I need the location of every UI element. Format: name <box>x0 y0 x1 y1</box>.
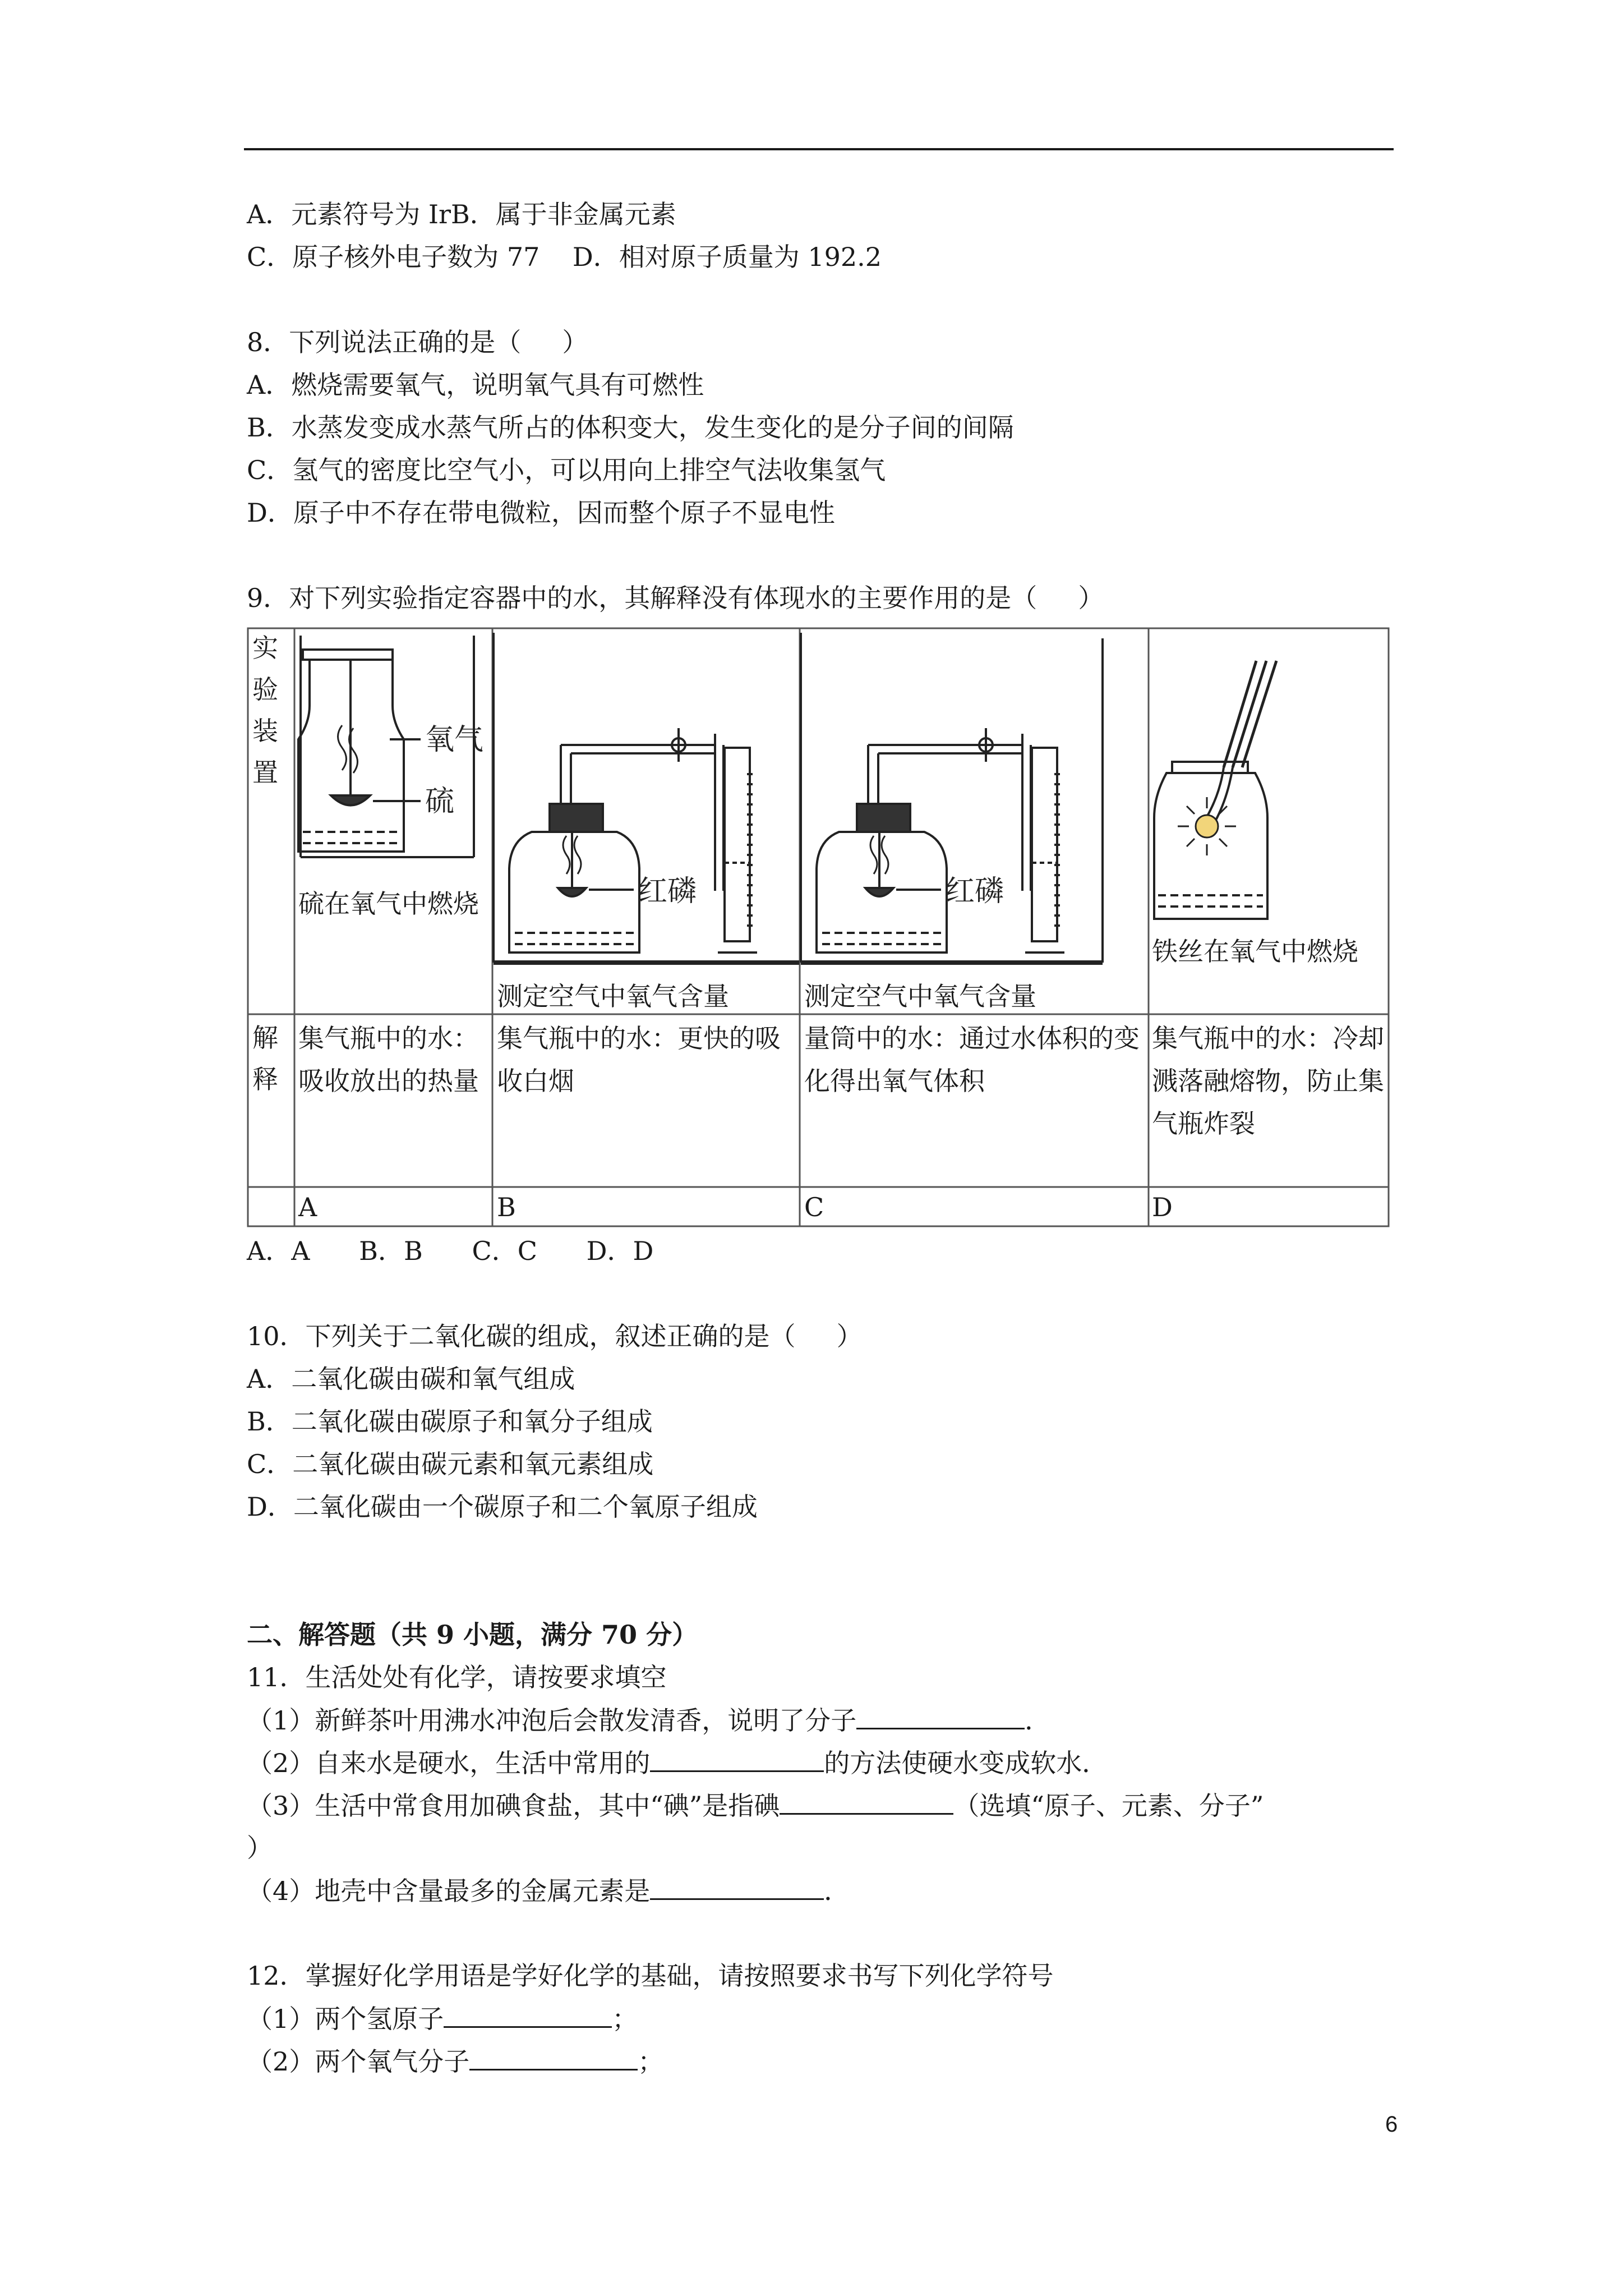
letter-a: A <box>298 1192 317 1222</box>
letter-b: B <box>497 1192 516 1222</box>
q9-stem: 9．对下列实验指定容器中的水，其解释没有体现水的主要作用的是（ ） <box>247 583 1104 613</box>
explain-b: 集气瓶中的水：更快的吸收白烟 <box>497 1023 781 1096</box>
q12-part-2 <box>247 2044 663 2078</box>
q11-answer-blank-2[interactable] <box>650 1746 824 1772</box>
q11-part-4-text: （4）地壳中含量最多的金属元素是 <box>247 1876 651 1906</box>
row-header-device: 实验装置 <box>252 633 278 788</box>
q12-stem: 12．掌握好化学用语是学好化学的基础，请按照要求书写下列化学符号 <box>247 1961 1054 1991</box>
oxygen-content-diagram-b <box>494 633 799 963</box>
q11-part-1-text: （1）新鲜茶叶用沸水冲泡后会散发清香，说明了分子 <box>247 1705 857 1736</box>
letter-d: D <box>1152 1192 1173 1222</box>
explain-d: 集气瓶中的水：冷却溅落融熔物，防止集气瓶炸裂 <box>1152 1023 1384 1139</box>
q10-option-b: B．二氧化碳由碳原子和氧分子组成 <box>247 1406 653 1437</box>
page-number: 6 <box>1385 2112 1398 2137</box>
q11-part-2 <box>247 1746 1108 1780</box>
q12-part-1-text: （1）两个氢原子 <box>247 2004 444 2034</box>
q11-answer-blank-4[interactable] <box>650 1874 824 1900</box>
q8-option-b: B．水蒸发变成水蒸气所占的体积变大，发生变化的是分子间的间隔 <box>247 412 1014 443</box>
q11-part-1 <box>247 1703 1050 1737</box>
section-2-heading: 二、解答题（共 9 小题，满分 70 分） <box>247 1619 698 1650</box>
q11-part-1-end: ． <box>1025 1705 1051 1736</box>
iron-wire-combustion-diagram <box>1154 661 1276 919</box>
caption-d: 铁丝在氧气中燃烧 <box>1152 936 1358 967</box>
q11-part-4-end: ． <box>824 1876 850 1906</box>
q12-part-2-end: ； <box>638 2046 664 2077</box>
q11-part-3 <box>247 1788 1264 1823</box>
explain-a: 集气瓶中的水：吸收放出的热量 <box>298 1023 479 1096</box>
caption-b: 测定空气中氧气含量 <box>497 981 729 1011</box>
q12-answer-blank-2[interactable] <box>469 2044 638 2070</box>
q8-stem: 8．下列说法正确的是（ ） <box>247 327 588 357</box>
q8-option-a: A．燃烧需要氧气，说明氧气具有可燃性 <box>247 370 704 400</box>
q8-option-c: C．氢气的密度比空气小，可以用向上排空气法收集氢气 <box>247 455 886 485</box>
q11-part-2-end: 的方法使硬水变成软水． <box>824 1748 1108 1778</box>
q9-table <box>247 627 1390 1227</box>
label-red-phosphorus-b: 红磷 <box>638 875 697 908</box>
label-sulfur: 硫 <box>425 785 455 818</box>
q9-options: A．A B．B C．C D．D <box>247 1236 654 1266</box>
q11-part-3-text: （3）生活中常食用加碘食盐，其中“碘”是指碘 <box>247 1791 780 1821</box>
q12-part-1 <box>247 2001 638 2036</box>
q10-option-a: A．二氧化碳由碳和氧气组成 <box>247 1364 575 1394</box>
q11-stem: 11．生活处处有化学，请按要求填空 <box>247 1662 667 1692</box>
letter-c: C <box>804 1192 824 1222</box>
q7-options-line-2: C．原子核外电子数为 77 D．相对原子质量为 192.2 <box>247 242 882 272</box>
q10-stem: 10．下列关于二氧化碳的组成，叙述正确的是（ ） <box>247 1321 863 1351</box>
q11-part-3-close: ） <box>247 1833 273 1863</box>
caption-a: 硫在氧气中燃烧 <box>298 889 479 919</box>
q11-part-3-end: （选填“原子、元素、分子” <box>953 1791 1264 1821</box>
q10-option-d: D．二氧化碳由一个碳原子和二个氧原子组成 <box>247 1492 758 1522</box>
q7-options-line-1: A．元素符号为 IrB．属于非金属元素 <box>247 199 676 229</box>
caption-c: 测定空气中氧气含量 <box>804 981 1036 1011</box>
q11-answer-blank-3[interactable] <box>780 1788 953 1815</box>
q8-option-d: D．原子中不存在带电微粒，因而整个原子不显电性 <box>247 498 835 528</box>
label-oxygen: 氧气 <box>425 723 484 757</box>
header-rule <box>244 148 1394 150</box>
explain-c: 量筒中的水：通过水体积的变化得出氧气体积 <box>804 1023 1140 1096</box>
q11-part-2-text: （2）自来水是硬水，生活中常用的 <box>247 1748 651 1778</box>
oxygen-content-diagram-c <box>801 633 1103 963</box>
q12-part-2-text: （2）两个氧气分子 <box>247 2046 470 2077</box>
q10-option-c: C．二氧化碳由碳元素和氧元素组成 <box>247 1449 654 1479</box>
q12-answer-blank-1[interactable] <box>444 2001 612 2028</box>
q12-part-1-end: ； <box>612 2004 638 2034</box>
row-header-explain: 解释 <box>252 1023 278 1094</box>
q11-part-4 <box>247 1874 850 1908</box>
q11-answer-blank-1[interactable] <box>856 1703 1025 1729</box>
label-red-phosphorus-c: 红磷 <box>946 875 1004 908</box>
